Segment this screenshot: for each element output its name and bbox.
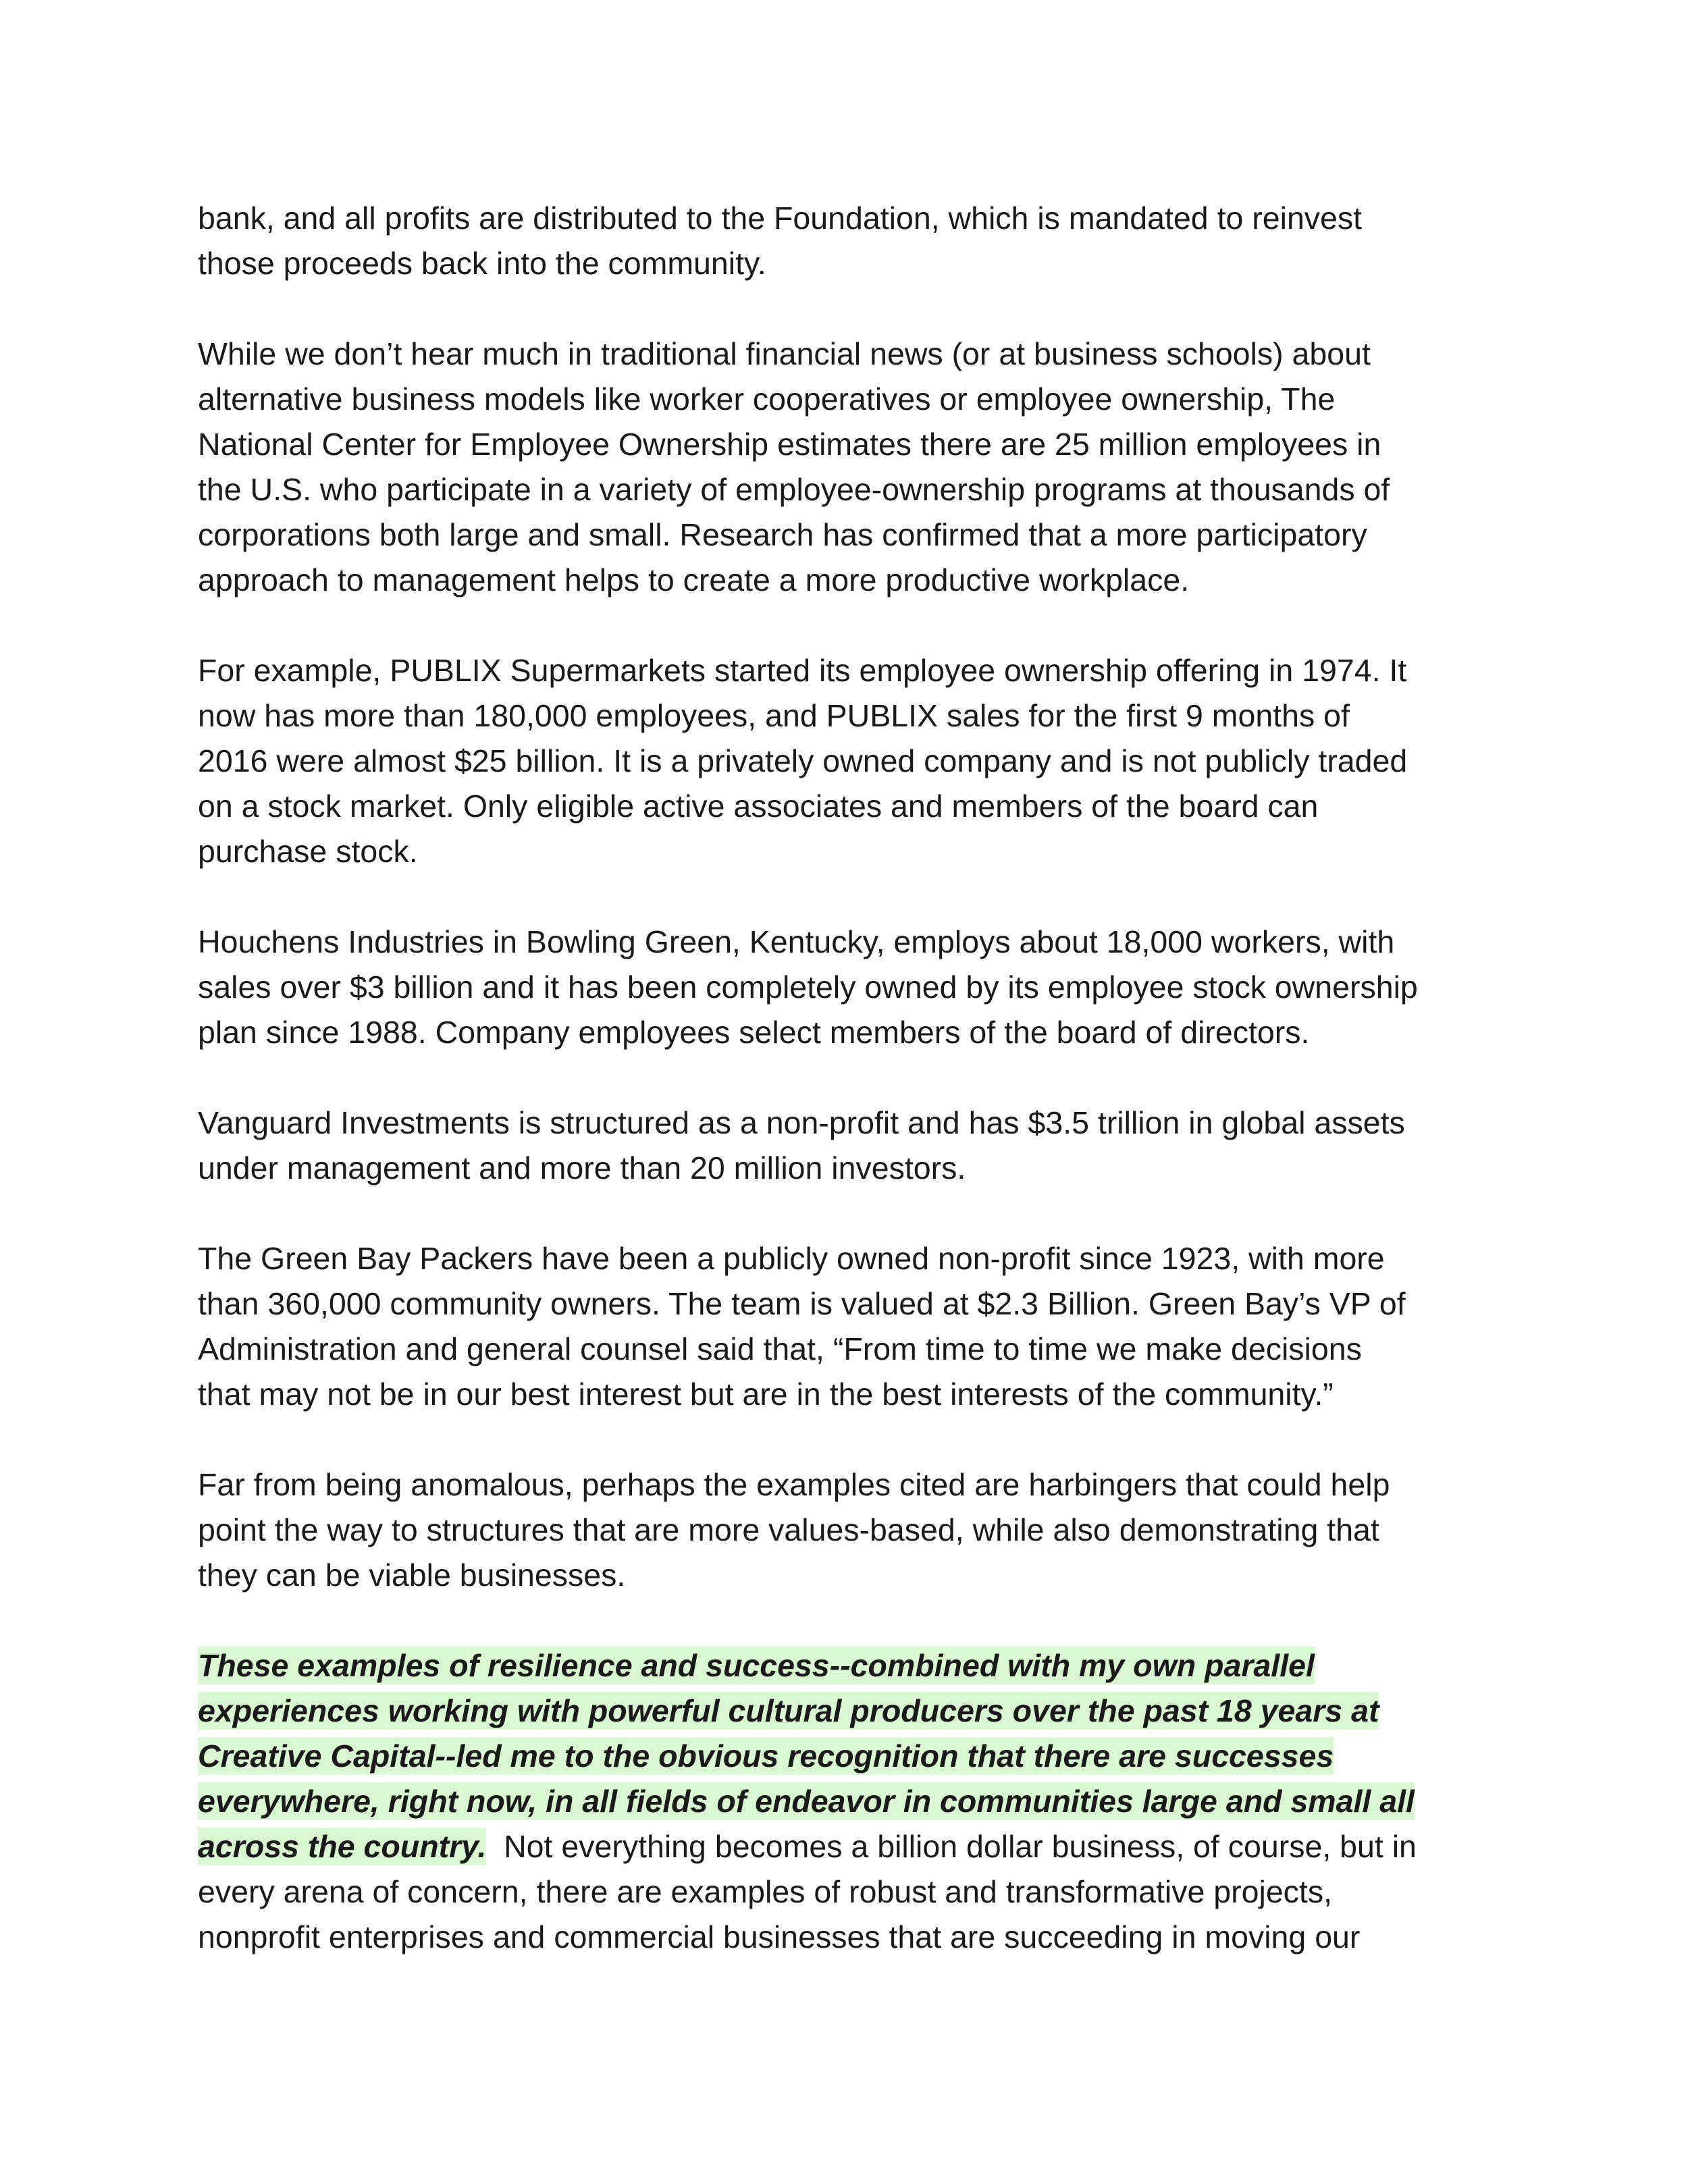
text-line: National Center for Employee Ownership estimates there are 25 million employees in <box>198 427 1381 462</box>
highlighted-text: Creative Capital--led me to the obvious recognition that there are successes <box>198 1738 1334 1774</box>
text-line: corporations both large and small. Research has confirmed that a more participatory <box>198 517 1367 552</box>
text-line: Far from being anomalous, perhaps the examples cited are harbingers that could help <box>198 1467 1390 1502</box>
paragraph-publix <box>198 648 1521 874</box>
text-line: nonprofit enterprises and commercial businesses that are succeeding in moving our <box>198 1919 1361 1954</box>
paragraph-anomalous <box>198 1462 1521 1598</box>
paragraph-resilience <box>198 1643 1521 1960</box>
paragraph-employee-ownership <box>198 331 1521 603</box>
text-line: every arena of concern, there are examples of robust and transformative projects, <box>198 1874 1333 1909</box>
highlighted-line <box>198 1734 1521 1779</box>
document-body <box>198 196 1521 2005</box>
text-line: under management and more than 20 million investors. <box>198 1150 966 1186</box>
highlighted-line <box>198 1643 1521 1688</box>
text-line: 2016 were almost $25 billion. It is a privately owned company and is not publicly traded <box>198 743 1408 778</box>
text-line: point the way to structures that are more values-based, while also demonstrating that <box>198 1512 1379 1547</box>
text-line: bank, and all profits are distributed to the Foundation, which is mandated to reinvest <box>198 201 1363 236</box>
highlighted-text: across the country. <box>198 1829 487 1864</box>
text-line: that may not be in our best interest but are in the best interests of the community.” <box>198 1377 1334 1412</box>
text-line: purchase stock. <box>198 834 418 869</box>
text-line: Administration and general counsel said that, “From time to time we make decisions <box>198 1331 1362 1366</box>
text-line: alternative business models like worker cooperatives or employee ownership, The <box>198 381 1336 417</box>
text-line: those proceeds back into the community. <box>198 246 766 281</box>
highlighted-text: experiences working with powerful cultural producers over the past 18 years at <box>198 1693 1379 1728</box>
highlighted-text: These examples of resilience and success--combined with my own parallel <box>198 1648 1315 1683</box>
text-line: the U.S. who participate in a variety of employee-ownership programs at thousands of <box>198 472 1390 507</box>
highlighted-line <box>198 1688 1521 1734</box>
mixed-line <box>198 1824 1521 1869</box>
text-line: sales over $3 billion and it has been completely owned by its employee stock ownership <box>198 969 1418 1005</box>
highlighted-text: everywhere, right now, in all fields of endeavor in communities large and small all <box>198 1784 1415 1819</box>
text-line: they can be viable businesses. <box>198 1557 626 1593</box>
text-line: For example, PUBLIX Supermarkets started its employee ownership offering in 1974. It <box>198 653 1407 688</box>
paragraph-green-bay-packers <box>198 1236 1521 1417</box>
paragraph-vanguard <box>198 1100 1521 1191</box>
highlighted-line <box>198 1779 1521 1824</box>
text-line: than 360,000 community owners. The team is valued at $2.3 Billion. Green Bay’s VP of <box>198 1286 1406 1321</box>
text-line: While we don’t hear much in traditional financial news (or at business schools) about <box>198 336 1371 371</box>
text-line: on a stock market. Only eligible active associates and members of the board can <box>198 789 1319 824</box>
plain-text: Not everything becomes a billion dollar business, of course, but in <box>486 1829 1417 1864</box>
text-line: Houchens Industries in Bowling Green, Kentucky, employs about 18,000 workers, with <box>198 924 1395 959</box>
text-line: approach to management helps to create a more productive workplace. <box>198 562 1190 597</box>
paragraph-foundation <box>198 196 1521 286</box>
paragraph-houchens <box>198 920 1521 1055</box>
text-line: The Green Bay Packers have been a publicly owned non-profit since 1923, with more <box>198 1241 1385 1276</box>
text-line: now has more than 180,000 employees, and PUBLIX sales for the first 9 months of <box>198 698 1350 733</box>
text-line: Vanguard Investments is structured as a non-profit and has $3.5 trillion in global assets <box>198 1105 1405 1140</box>
text-line: plan since 1988. Company employees select members of the board of directors. <box>198 1015 1310 1050</box>
